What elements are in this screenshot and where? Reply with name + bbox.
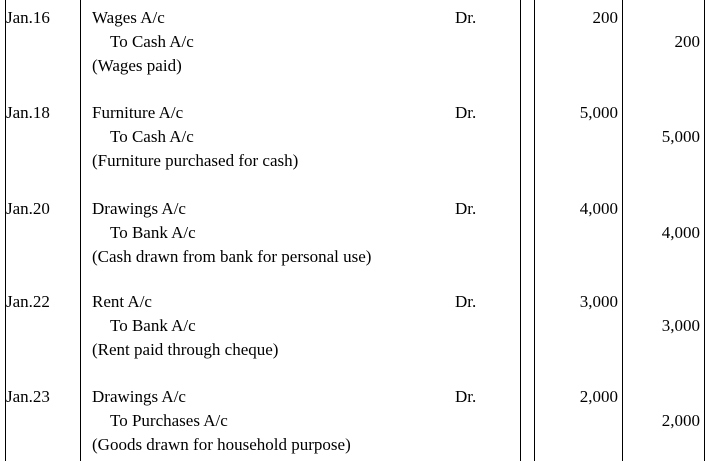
debit-account: Drawings A/c xyxy=(92,199,186,218)
debit-amount: 3,000 xyxy=(579,292,618,311)
debit-account: Wages A/c xyxy=(92,8,165,27)
narration: (Goods drawn for household purpose) xyxy=(92,435,351,454)
credit-amount: 200 xyxy=(674,32,700,51)
credit-account: To Cash A/c xyxy=(110,127,194,146)
narration: (Cash drawn from bank for personal use) xyxy=(92,247,372,266)
debit-account: Furniture A/c xyxy=(92,103,184,122)
debit-account: Drawings A/c xyxy=(92,387,186,406)
credit-amount: 3,000 xyxy=(661,316,700,335)
debit-amount: 200 xyxy=(592,8,618,27)
entry-date: Jan.16 xyxy=(6,8,50,27)
dr-marker: Dr. xyxy=(455,292,477,311)
dr-marker: Dr. xyxy=(455,199,477,218)
credit-amount: 2,000 xyxy=(661,411,700,430)
journal-entry xyxy=(0,0,708,75)
credit-amount: 5,000 xyxy=(661,127,700,146)
entry-date: Jan.18 xyxy=(6,103,50,122)
entry-date: Jan.23 xyxy=(6,387,50,406)
journal-entry xyxy=(0,379,708,454)
narration: (Rent paid through cheque) xyxy=(92,340,279,359)
journal-entry xyxy=(0,191,708,266)
narration: (Wages paid) xyxy=(92,56,182,75)
debit-amount: 2,000 xyxy=(579,387,618,406)
entry-date: Jan.22 xyxy=(6,292,50,311)
journal-entry xyxy=(0,95,708,170)
credit-account: To Cash A/c xyxy=(110,32,194,51)
narration: (Furniture purchased for cash) xyxy=(92,151,299,170)
debit-amount: 5,000 xyxy=(579,103,618,122)
credit-amount: 4,000 xyxy=(661,223,700,242)
credit-account: To Bank A/c xyxy=(110,223,196,242)
entry-date: Jan.20 xyxy=(6,199,50,218)
dr-marker: Dr. xyxy=(455,387,477,406)
credit-account: To Purchases A/c xyxy=(110,411,228,430)
debit-account: Rent A/c xyxy=(92,292,152,311)
journal-entry xyxy=(0,284,708,359)
debit-amount: 4,000 xyxy=(579,199,618,218)
dr-marker: Dr. xyxy=(455,8,477,27)
credit-account: To Bank A/c xyxy=(110,316,196,335)
dr-marker: Dr. xyxy=(455,103,477,122)
